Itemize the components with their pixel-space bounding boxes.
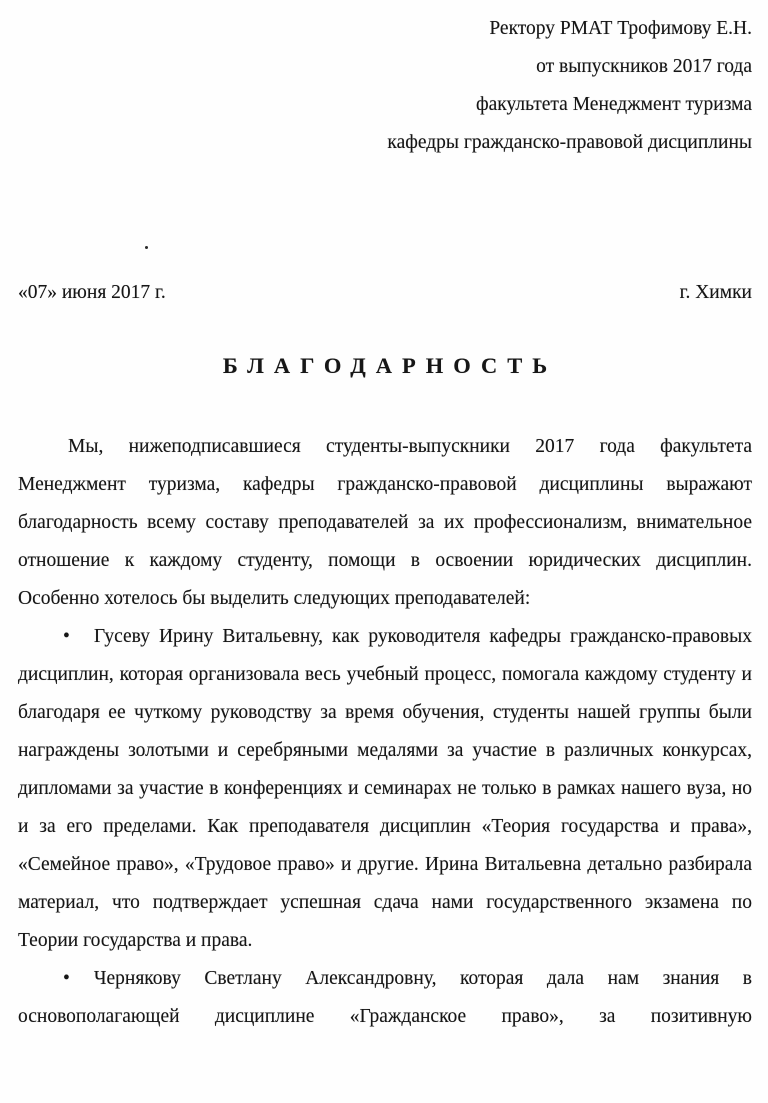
bullet-icon: • [63, 626, 70, 647]
bullet-text-chernyakova: Чернякову Светлану Александровну, которая дала нам знания в основополагающей дисциплине «Гражданское право», за позитивную [18, 968, 752, 1027]
bullet-paragraph-guseva [18, 618, 752, 960]
bullet-icon: • [63, 968, 70, 989]
bullet-paragraph-chernyakova [18, 960, 752, 1036]
scan-artifact-dot [145, 246, 148, 249]
document-title: БЛАГОДАРНОСТЬ [222, 353, 558, 378]
recipient-line-faculty: факультета Менеджмент туризма [475, 94, 752, 115]
date-text: «07» июня 2017 г. [18, 282, 166, 303]
recipient-block [18, 10, 752, 162]
document-body [18, 428, 752, 1036]
bullet-text-guseva: Гусеву Ирину Витальевну, как руководителя кафедры гражданско-правовых дисциплин, которая организовала весь учебный процесс, помогала каждому студенту и благодаря ее чуткому руководству за время обучения, студенты нашей группы были награждены золотыми и серебряными медалями за участие в различных конкурсах, дипломами за участие в конференциях и семинарах не только в рамках нашего вуза, но и за его пределами. Как преподавателя дисциплин «Теория государства и права», «Семейное право», «Трудовое право» и другие. Ирина Витальевна детально разбирала материал, что подтверждает успешная сдача нами государственного экзамена по Теории государства и права. [18, 626, 752, 951]
city-text: г. Химки [679, 282, 752, 303]
intro-paragraph: Мы, нижеподписавшиеся студенты-выпускники 2017 года факультета Менеджмент туризма, кафедры гражданско-правовой дисциплины выражают благодарность всему составу преподавателей за их профессионализм, внимательное отношение к каждому студенту, помощи в освоении юридических дисциплин. Особенно хотелось бы выделить следующих преподавателей: [18, 436, 752, 609]
recipient-line-rector: Ректору РМАТ Трофимову Е.Н. [489, 18, 752, 39]
date-city-row [18, 274, 752, 312]
recipient-line-from: от выпускников 2017 года [536, 56, 752, 77]
recipient-line-department: кафедры гражданско-правовой дисциплины [387, 132, 752, 153]
